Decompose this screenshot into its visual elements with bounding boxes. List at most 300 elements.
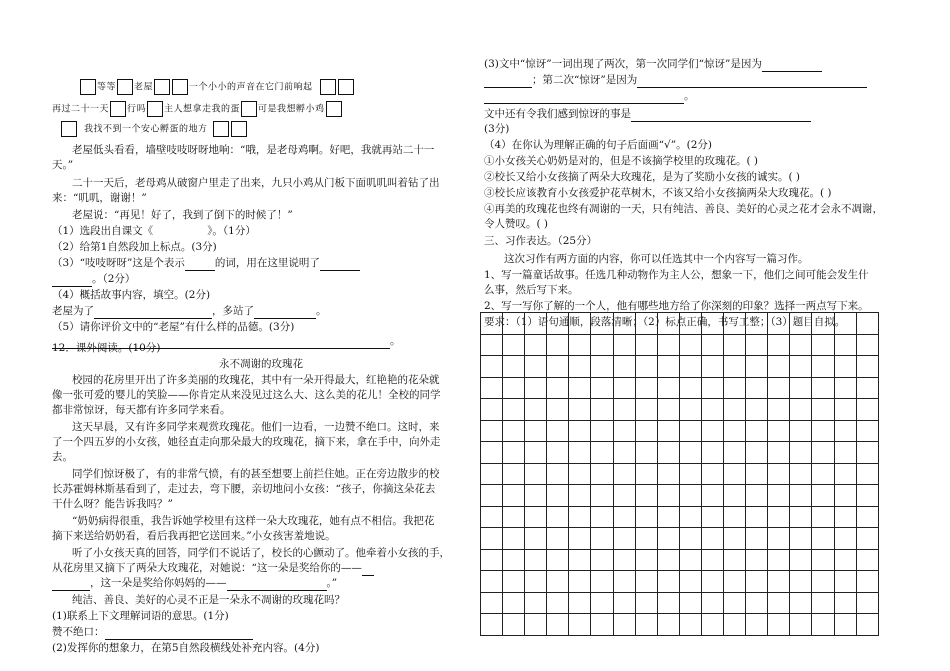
grid-cell[interactable] — [790, 335, 812, 357]
grid-cell[interactable] — [547, 464, 569, 486]
grid-cell[interactable] — [702, 378, 724, 400]
grid-cell[interactable] — [547, 421, 569, 443]
grid-cell[interactable] — [547, 378, 569, 400]
grid-cell[interactable] — [857, 485, 879, 507]
grid-cell[interactable] — [636, 485, 658, 507]
grid-cell[interactable] — [746, 528, 768, 550]
grid-cell[interactable] — [614, 550, 636, 572]
answer-blank[interactable] — [484, 92, 684, 104]
grid-cell[interactable] — [812, 614, 834, 636]
grid-cell[interactable] — [547, 593, 569, 615]
grid-cell[interactable] — [724, 571, 746, 593]
grid-cell[interactable] — [525, 507, 547, 529]
grid-cell[interactable] — [547, 335, 569, 357]
grid-cell[interactable] — [636, 550, 658, 572]
grid-cell[interactable] — [525, 550, 547, 572]
grid-cell[interactable] — [680, 464, 702, 486]
grid-cell[interactable] — [569, 313, 591, 335]
grid-cell[interactable] — [636, 614, 658, 636]
grid-cell[interactable] — [702, 335, 724, 357]
grid-cell[interactable] — [746, 442, 768, 464]
grid-cell[interactable] — [790, 593, 812, 615]
grid-cell[interactable] — [768, 507, 790, 529]
grid-cell[interactable] — [614, 464, 636, 486]
grid-cell[interactable] — [790, 614, 812, 636]
grid-cell[interactable] — [525, 313, 547, 335]
grid-cell[interactable] — [591, 313, 613, 335]
grid-cell[interactable] — [503, 528, 525, 550]
grid-cell[interactable] — [835, 614, 857, 636]
grid-cell[interactable] — [857, 464, 879, 486]
grid-cell[interactable] — [591, 528, 613, 550]
grid-cell[interactable] — [503, 464, 525, 486]
answer-blank[interactable] — [254, 307, 316, 319]
grid-cell[interactable] — [790, 485, 812, 507]
grid-cell[interactable] — [768, 421, 790, 443]
grid-cell[interactable] — [525, 571, 547, 593]
answer-box[interactable] — [80, 79, 96, 95]
grid-cell[interactable] — [702, 571, 724, 593]
grid-cell[interactable] — [569, 378, 591, 400]
grid-cell[interactable] — [680, 421, 702, 443]
grid-cell[interactable] — [857, 550, 879, 572]
grid-cell[interactable] — [591, 421, 613, 443]
answer-box[interactable] — [213, 121, 229, 137]
grid-cell[interactable] — [790, 571, 812, 593]
grid-cell[interactable] — [790, 550, 812, 572]
grid-cell[interactable] — [569, 335, 591, 357]
answer-box[interactable] — [326, 101, 342, 117]
grid-cell[interactable] — [591, 442, 613, 464]
grid-cell[interactable] — [658, 571, 680, 593]
grid-cell[interactable] — [525, 442, 547, 464]
grid-cell[interactable] — [636, 356, 658, 378]
grid-cell[interactable] — [525, 528, 547, 550]
grid-cell[interactable] — [702, 442, 724, 464]
grid-cell[interactable] — [835, 356, 857, 378]
option-3[interactable]: ③校长应该教育小女孩爱护花草树木，不该又给小女孩摘两朵大玫瑰花。( ) — [484, 187, 832, 199]
grid-cell[interactable] — [658, 378, 680, 400]
grid-cell[interactable] — [525, 378, 547, 400]
answer-box[interactable] — [154, 79, 170, 95]
grid-cell[interactable] — [591, 356, 613, 378]
grid-cell[interactable] — [481, 399, 503, 421]
grid-cell[interactable] — [569, 421, 591, 443]
grid-cell[interactable] — [746, 571, 768, 593]
grid-cell[interactable] — [636, 571, 658, 593]
grid-cell[interactable] — [481, 485, 503, 507]
grid-cell[interactable] — [547, 614, 569, 636]
grid-cell[interactable] — [658, 335, 680, 357]
grid-cell[interactable] — [614, 378, 636, 400]
grid-cell[interactable] — [790, 528, 812, 550]
grid-cell[interactable] — [481, 507, 503, 529]
grid-cell[interactable] — [857, 442, 879, 464]
grid-cell[interactable] — [746, 593, 768, 615]
grid-cell[interactable] — [702, 421, 724, 443]
grid-cell[interactable] — [503, 378, 525, 400]
grid-cell[interactable] — [812, 571, 834, 593]
grid-cell[interactable] — [569, 442, 591, 464]
grid-cell[interactable] — [591, 335, 613, 357]
answer-blank[interactable] — [94, 307, 212, 319]
grid-cell[interactable] — [636, 421, 658, 443]
grid-cell[interactable] — [481, 378, 503, 400]
grid-cell[interactable] — [503, 507, 525, 529]
grid-cell[interactable] — [680, 507, 702, 529]
grid-cell[interactable] — [481, 528, 503, 550]
grid-cell[interactable] — [591, 464, 613, 486]
grid-cell[interactable] — [857, 528, 879, 550]
grid-cell[interactable] — [658, 485, 680, 507]
grid-cell[interactable] — [702, 356, 724, 378]
grid-cell[interactable] — [835, 485, 857, 507]
grid-cell[interactable] — [569, 571, 591, 593]
grid-cell[interactable] — [835, 528, 857, 550]
grid-cell[interactable] — [503, 421, 525, 443]
grid-cell[interactable] — [812, 593, 834, 615]
grid-cell[interactable] — [525, 464, 547, 486]
grid-cell[interactable] — [658, 421, 680, 443]
grid-cell[interactable] — [812, 528, 834, 550]
grid-cell[interactable] — [835, 464, 857, 486]
grid-cell[interactable] — [702, 399, 724, 421]
grid-cell[interactable] — [636, 313, 658, 335]
grid-cell[interactable] — [569, 507, 591, 529]
grid-cell[interactable] — [812, 485, 834, 507]
grid-cell[interactable] — [702, 507, 724, 529]
grid-cell[interactable] — [591, 507, 613, 529]
grid-cell[interactable] — [569, 485, 591, 507]
grid-cell[interactable] — [503, 313, 525, 335]
grid-cell[interactable] — [547, 507, 569, 529]
grid-cell[interactable] — [525, 614, 547, 636]
answer-box[interactable] — [147, 101, 163, 117]
grid-cell[interactable] — [525, 399, 547, 421]
grid-cell[interactable] — [680, 442, 702, 464]
grid-cell[interactable] — [658, 550, 680, 572]
answer-box[interactable] — [117, 79, 133, 95]
grid-cell[interactable] — [812, 313, 834, 335]
answer-blank[interactable] — [631, 110, 811, 122]
grid-cell[interactable] — [569, 464, 591, 486]
grid-cell[interactable] — [835, 421, 857, 443]
grid-cell[interactable] — [503, 442, 525, 464]
answer-box[interactable] — [61, 121, 77, 137]
grid-cell[interactable] — [724, 399, 746, 421]
answer-box[interactable] — [241, 101, 257, 117]
grid-cell[interactable] — [746, 356, 768, 378]
answer-blank[interactable] — [52, 275, 92, 287]
grid-cell[interactable] — [724, 485, 746, 507]
grid-cell[interactable] — [790, 356, 812, 378]
grid-cell[interactable] — [658, 399, 680, 421]
grid-cell[interactable] — [812, 421, 834, 443]
grid-cell[interactable] — [614, 571, 636, 593]
writing-grid[interactable] — [480, 312, 879, 636]
grid-cell[interactable] — [569, 528, 591, 550]
grid-cell[interactable] — [547, 571, 569, 593]
grid-cell[interactable] — [614, 313, 636, 335]
grid-cell[interactable] — [768, 528, 790, 550]
grid-cell[interactable] — [591, 593, 613, 615]
grid-cell[interactable] — [790, 421, 812, 443]
grid-cell[interactable] — [746, 421, 768, 443]
grid-cell[interactable] — [481, 464, 503, 486]
grid-cell[interactable] — [724, 464, 746, 486]
grid-cell[interactable] — [547, 550, 569, 572]
grid-cell[interactable] — [525, 335, 547, 357]
grid-cell[interactable] — [680, 335, 702, 357]
answer-blank[interactable] — [185, 259, 215, 271]
grid-cell[interactable] — [790, 399, 812, 421]
grid-cell[interactable] — [724, 356, 746, 378]
grid-cell[interactable] — [503, 399, 525, 421]
answer-box[interactable] — [231, 121, 247, 137]
grid-cell[interactable] — [724, 593, 746, 615]
grid-cell[interactable] — [857, 335, 879, 357]
grid-cell[interactable] — [812, 356, 834, 378]
grid-cell[interactable] — [768, 593, 790, 615]
grid-cell[interactable] — [768, 335, 790, 357]
answer-blank[interactable] — [362, 564, 374, 576]
grid-cell[interactable] — [724, 614, 746, 636]
grid-cell[interactable] — [812, 442, 834, 464]
grid-cell[interactable] — [503, 485, 525, 507]
grid-cell[interactable] — [591, 550, 613, 572]
answer-blank[interactable] — [637, 76, 867, 88]
grid-cell[interactable] — [614, 485, 636, 507]
grid-cell[interactable] — [569, 356, 591, 378]
grid-cell[interactable] — [525, 485, 547, 507]
grid-cell[interactable] — [724, 528, 746, 550]
grid-cell[interactable] — [835, 507, 857, 529]
grid-cell[interactable] — [614, 421, 636, 443]
grid-cell[interactable] — [636, 528, 658, 550]
grid-cell[interactable] — [790, 464, 812, 486]
grid-cell[interactable] — [658, 507, 680, 529]
grid-cell[interactable] — [857, 399, 879, 421]
grid-cell[interactable] — [591, 378, 613, 400]
grid-cell[interactable] — [746, 313, 768, 335]
answer-box[interactable] — [338, 79, 354, 95]
grid-cell[interactable] — [680, 485, 702, 507]
grid-cell[interactable] — [503, 356, 525, 378]
answer-box[interactable] — [320, 79, 336, 95]
grid-cell[interactable] — [702, 593, 724, 615]
grid-cell[interactable] — [680, 593, 702, 615]
grid-cell[interactable] — [746, 614, 768, 636]
grid-cell[interactable] — [724, 313, 746, 335]
grid-cell[interactable] — [547, 485, 569, 507]
grid-cell[interactable] — [547, 313, 569, 335]
grid-cell[interactable] — [768, 550, 790, 572]
grid-cell[interactable] — [658, 614, 680, 636]
grid-cell[interactable] — [857, 421, 879, 443]
grid-cell[interactable] — [835, 442, 857, 464]
grid-cell[interactable] — [768, 356, 790, 378]
grid-cell[interactable] — [790, 378, 812, 400]
grid-cell[interactable] — [481, 571, 503, 593]
grid-cell[interactable] — [835, 550, 857, 572]
option-2[interactable]: ②校长又给小女孩摘了两朵大玫瑰花，是为了奖励小女孩的诚实。( ) — [484, 171, 801, 183]
grid-cell[interactable] — [724, 550, 746, 572]
grid-cell[interactable] — [746, 399, 768, 421]
grid-cell[interactable] — [503, 550, 525, 572]
grid-cell[interactable] — [658, 313, 680, 335]
grid-cell[interactable] — [614, 399, 636, 421]
grid-cell[interactable] — [658, 528, 680, 550]
grid-cell[interactable] — [680, 571, 702, 593]
grid-cell[interactable] — [857, 614, 879, 636]
grid-cell[interactable] — [835, 313, 857, 335]
grid-cell[interactable] — [481, 614, 503, 636]
answer-blank[interactable] — [320, 259, 360, 271]
grid-cell[interactable] — [547, 399, 569, 421]
grid-cell[interactable] — [614, 614, 636, 636]
grid-cell[interactable] — [724, 378, 746, 400]
grid-cell[interactable] — [680, 399, 702, 421]
grid-cell[interactable] — [547, 356, 569, 378]
grid-cell[interactable] — [525, 356, 547, 378]
grid-cell[interactable] — [702, 550, 724, 572]
grid-cell[interactable] — [569, 614, 591, 636]
grid-cell[interactable] — [503, 335, 525, 357]
option-1[interactable]: ①小女孩关心奶奶是对的，但是不该摘学校里的玫瑰花。( ) — [484, 155, 759, 167]
grid-cell[interactable] — [835, 399, 857, 421]
grid-cell[interactable] — [702, 464, 724, 486]
grid-cell[interactable] — [680, 528, 702, 550]
grid-cell[interactable] — [658, 464, 680, 486]
grid-cell[interactable] — [746, 485, 768, 507]
grid-cell[interactable] — [547, 442, 569, 464]
grid-cell[interactable] — [702, 485, 724, 507]
grid-cell[interactable] — [746, 550, 768, 572]
grid-cell[interactable] — [835, 378, 857, 400]
grid-cell[interactable] — [702, 313, 724, 335]
grid-cell[interactable] — [614, 442, 636, 464]
grid-cell[interactable] — [812, 399, 834, 421]
grid-cell[interactable] — [614, 356, 636, 378]
grid-cell[interactable] — [724, 507, 746, 529]
grid-cell[interactable] — [702, 614, 724, 636]
grid-cell[interactable] — [746, 378, 768, 400]
grid-cell[interactable] — [768, 614, 790, 636]
grid-cell[interactable] — [636, 507, 658, 529]
answer-box[interactable] — [172, 79, 188, 95]
grid-cell[interactable] — [481, 335, 503, 357]
grid-cell[interactable] — [591, 399, 613, 421]
grid-cell[interactable] — [614, 528, 636, 550]
grid-cell[interactable] — [658, 356, 680, 378]
grid-cell[interactable] — [835, 593, 857, 615]
grid-cell[interactable] — [790, 313, 812, 335]
grid-cell[interactable] — [481, 421, 503, 443]
grid-cell[interactable] — [812, 378, 834, 400]
grid-cell[interactable] — [503, 593, 525, 615]
grid-cell[interactable] — [857, 507, 879, 529]
grid-cell[interactable] — [658, 442, 680, 464]
grid-cell[interactable] — [569, 593, 591, 615]
grid-cell[interactable] — [614, 335, 636, 357]
grid-cell[interactable] — [790, 507, 812, 529]
grid-cell[interactable] — [768, 464, 790, 486]
grid-cell[interactable] — [591, 571, 613, 593]
grid-cell[interactable] — [812, 335, 834, 357]
grid-cell[interactable] — [724, 335, 746, 357]
grid-cell[interactable] — [724, 442, 746, 464]
grid-cell[interactable] — [636, 593, 658, 615]
answer-blank[interactable] — [227, 579, 327, 591]
grid-cell[interactable] — [569, 550, 591, 572]
answer-blank[interactable] — [52, 579, 90, 591]
grid-cell[interactable] — [857, 571, 879, 593]
grid-cell[interactable] — [768, 313, 790, 335]
grid-cell[interactable] — [481, 313, 503, 335]
grid-cell[interactable] — [636, 335, 658, 357]
answer-blank[interactable] — [762, 60, 822, 72]
grid-cell[interactable] — [658, 593, 680, 615]
grid-cell[interactable] — [591, 485, 613, 507]
grid-cell[interactable] — [746, 464, 768, 486]
grid-cell[interactable] — [636, 442, 658, 464]
grid-cell[interactable] — [680, 614, 702, 636]
grid-cell[interactable] — [525, 593, 547, 615]
grid-cell[interactable] — [812, 550, 834, 572]
grid-cell[interactable] — [503, 614, 525, 636]
grid-cell[interactable] — [702, 528, 724, 550]
grid-cell[interactable] — [857, 313, 879, 335]
option-4[interactable]: ④再美的玫瑰花也终有凋谢的一天，只有纯洁、善良、美好的心灵之花才会永不凋谢， — [484, 203, 883, 215]
grid-cell[interactable] — [746, 507, 768, 529]
grid-cell[interactable] — [680, 313, 702, 335]
grid-cell[interactable] — [680, 550, 702, 572]
grid-cell[interactable] — [857, 356, 879, 378]
grid-cell[interactable] — [746, 335, 768, 357]
answer-box[interactable] — [110, 101, 126, 117]
grid-cell[interactable] — [503, 571, 525, 593]
grid-cell[interactable] — [724, 421, 746, 443]
grid-cell[interactable] — [768, 485, 790, 507]
grid-cell[interactable] — [614, 507, 636, 529]
grid-cell[interactable] — [481, 442, 503, 464]
grid-cell[interactable] — [835, 571, 857, 593]
grid-cell[interactable] — [857, 378, 879, 400]
grid-cell[interactable] — [481, 550, 503, 572]
grid-cell[interactable] — [547, 528, 569, 550]
grid-cell[interactable] — [591, 614, 613, 636]
grid-cell[interactable] — [680, 378, 702, 400]
grid-cell[interactable] — [636, 464, 658, 486]
grid-cell[interactable] — [812, 507, 834, 529]
grid-cell[interactable] — [857, 593, 879, 615]
grid-cell[interactable] — [768, 442, 790, 464]
grid-cell[interactable] — [525, 421, 547, 443]
answer-blank[interactable] — [105, 628, 253, 640]
grid-cell[interactable] — [636, 378, 658, 400]
grid-cell[interactable] — [835, 335, 857, 357]
grid-cell[interactable] — [569, 399, 591, 421]
grid-cell[interactable] — [768, 399, 790, 421]
answer-blank[interactable] — [484, 76, 532, 88]
grid-cell[interactable] — [812, 464, 834, 486]
grid-cell[interactable] — [636, 399, 658, 421]
grid-cell[interactable] — [481, 593, 503, 615]
grid-cell[interactable] — [680, 356, 702, 378]
grid-cell[interactable] — [614, 593, 636, 615]
grid-cell[interactable] — [790, 442, 812, 464]
grid-cell[interactable] — [768, 378, 790, 400]
